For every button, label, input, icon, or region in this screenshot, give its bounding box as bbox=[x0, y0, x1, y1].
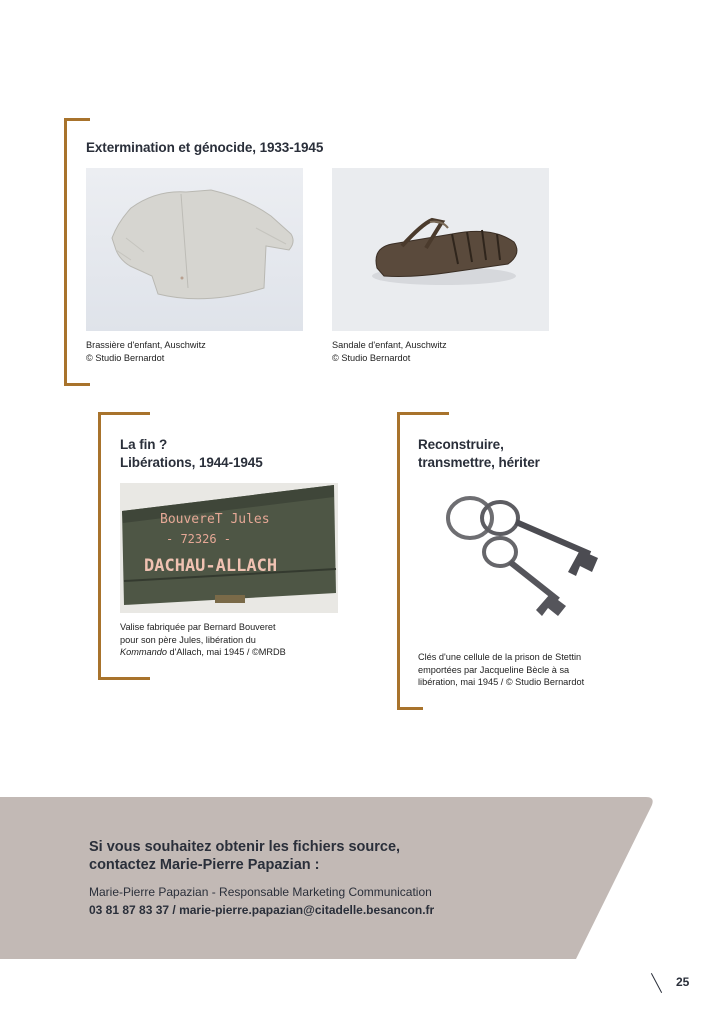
keys-photo bbox=[430, 482, 620, 627]
section-title-extermination: Extermination et génocide, 1933-1945 bbox=[86, 140, 324, 155]
contact-details[interactable]: 03 81 87 83 37 / marie-pierre.papazian@citadelle.besancon.fr bbox=[89, 903, 435, 917]
page-slash-divider bbox=[651, 973, 662, 993]
caption-suitcase: Valise fabriquée par Bernard Bouveret pour son père Jules, libération du Kommando d'Allach, mai 1945 / ©MRDB bbox=[120, 622, 286, 657]
suitcase-number-text: - 72326 - bbox=[166, 532, 232, 546]
section-bracket-extermination bbox=[64, 118, 67, 386]
suitcase-name-text: BouvereT Jules bbox=[160, 512, 270, 527]
child-sandal-photo bbox=[332, 168, 549, 331]
caption-child-shirt: Brassière d'enfant, Auschwitz © Studio Bernardot bbox=[86, 340, 206, 363]
contact-role: Marie-Pierre Papazian - Responsable Marketing Communication bbox=[89, 885, 432, 899]
contact-heading: Si vous souhaitez obtenir les fichiers source, contactez Marie-Pierre Papazian : bbox=[89, 839, 401, 873]
caption-child-sandal: Sandale d'enfant, Auschwitz © Studio Bernardot bbox=[332, 340, 447, 363]
contact-banner bbox=[0, 797, 660, 959]
child-shirt-photo bbox=[86, 168, 303, 331]
suitcase-camp-text: DACHAU-ALLACH bbox=[144, 556, 278, 576]
section-bracket-reconstruire bbox=[397, 412, 400, 710]
page-number: 25 bbox=[676, 975, 690, 989]
section-title-liberations: La fin ? Libérations, 1944-1945 bbox=[120, 437, 263, 470]
section-bracket-liberations bbox=[98, 412, 101, 680]
section-title-reconstruire: Reconstruire, transmettre, hériter bbox=[418, 437, 540, 470]
suitcase-photo bbox=[120, 483, 338, 613]
caption-keys: Clés d'une cellule de la prison de Stettin emportées par Jacqueline Bècle à sa libération, mai 1945 / © Studio Bernardot bbox=[418, 652, 585, 687]
